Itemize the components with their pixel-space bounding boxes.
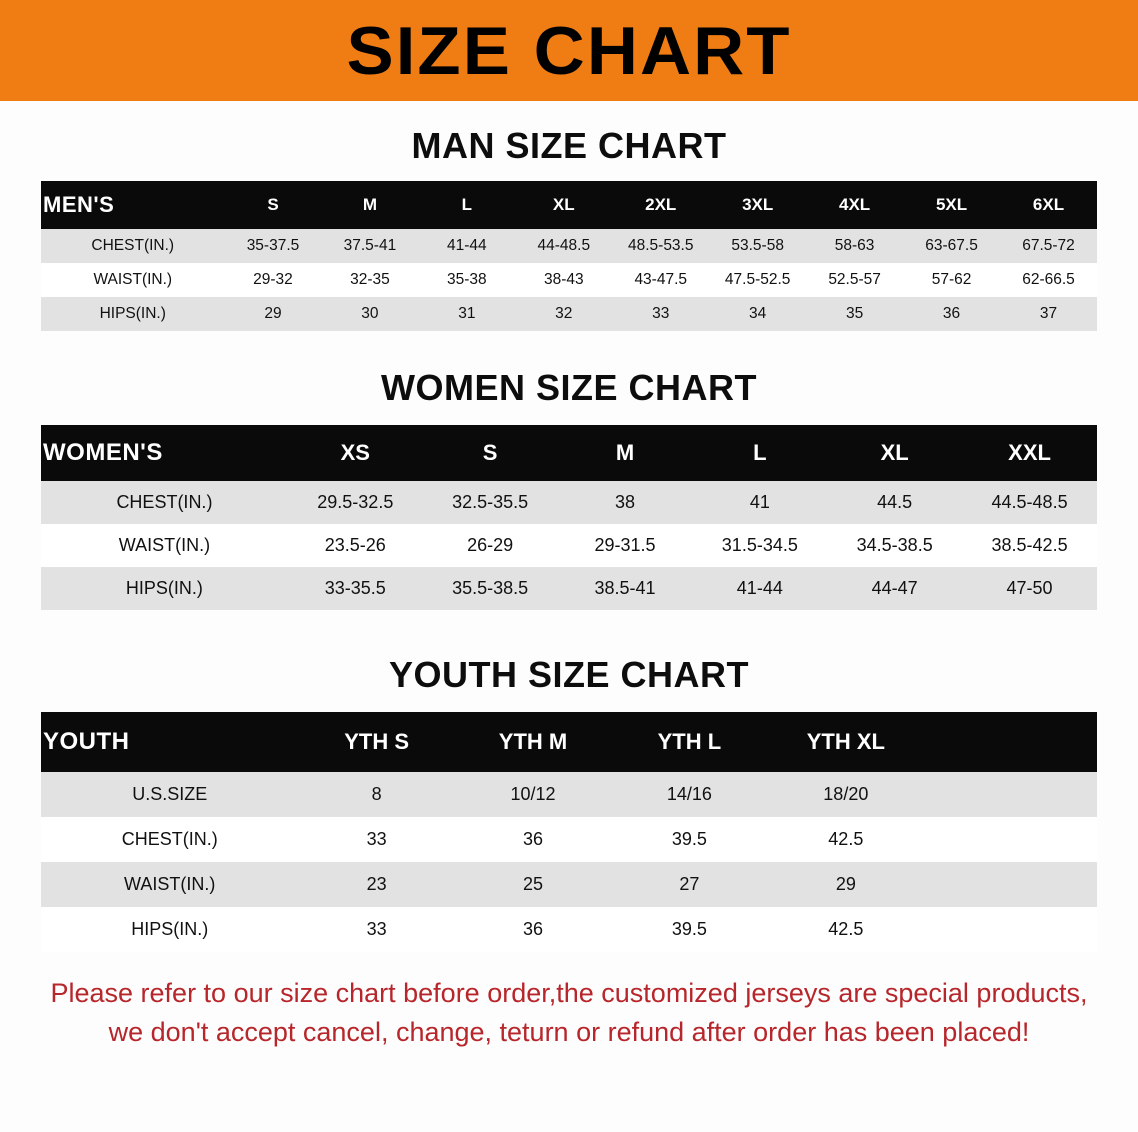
table-cell: 32.5-35.5	[423, 481, 558, 524]
table-cell: 44-47	[827, 567, 962, 610]
women-table-wrap	[41, 425, 1097, 610]
table-cell: 33-35.5	[288, 567, 423, 610]
policy-note	[41, 974, 1097, 1052]
table-cell: 33	[612, 297, 709, 331]
table-cell: 8	[298, 772, 454, 817]
table-header-row	[41, 712, 1097, 772]
table-cell-spacer	[924, 907, 1097, 952]
table-cell: 33	[298, 817, 454, 862]
column-header: 5XL	[903, 181, 1000, 229]
table-cell: 37.5-41	[321, 229, 418, 263]
table-row	[41, 481, 1097, 524]
table-cell: 23.5-26	[288, 524, 423, 567]
table-cell: 34.5-38.5	[827, 524, 962, 567]
table-cell: 44-48.5	[515, 229, 612, 263]
men-size-table	[41, 181, 1097, 331]
youth-size-table	[41, 712, 1097, 952]
column-header: M	[558, 425, 693, 481]
table-cell: 62-66.5	[1000, 263, 1097, 297]
table-cell: 29	[768, 862, 924, 907]
column-header: 4XL	[806, 181, 903, 229]
youth-section-title: YOUTH SIZE CHART	[388, 654, 749, 695]
policy-note-line-1: Please refer to our size chart before order,the customized jerseys are special products,	[50, 978, 1088, 1008]
table-cell-spacer	[924, 817, 1097, 862]
table-cell-spacer	[924, 772, 1097, 817]
table-cell: 35-37.5	[225, 229, 322, 263]
column-header: 6XL	[1000, 181, 1097, 229]
table-cell: 47.5-52.5	[709, 263, 806, 297]
row-label: CHEST(IN.)	[41, 817, 298, 862]
column-header: S	[225, 181, 322, 229]
table-cell: 41	[692, 481, 827, 524]
table-cell: 43-47.5	[612, 263, 709, 297]
table-cell: 44.5-48.5	[962, 481, 1097, 524]
row-label: HIPS(IN.)	[41, 297, 225, 331]
column-header: YTH S	[298, 712, 454, 772]
table-header-row	[41, 425, 1097, 481]
table-cell: 38	[558, 481, 693, 524]
column-header: MEN'S	[41, 181, 225, 229]
row-label: WAIST(IN.)	[41, 263, 225, 297]
row-label: U.S.SIZE	[41, 772, 298, 817]
column-header: L	[418, 181, 515, 229]
table-cell: 37	[1000, 297, 1097, 331]
column-header: S	[423, 425, 558, 481]
table-cell: 38.5-41	[558, 567, 693, 610]
table-cell: 32-35	[321, 263, 418, 297]
table-cell: 35-38	[418, 263, 515, 297]
table-cell: 41-44	[418, 229, 515, 263]
youth-table-wrap	[41, 712, 1097, 952]
table-cell: 38.5-42.5	[962, 524, 1097, 567]
table-cell: 52.5-57	[806, 263, 903, 297]
table-cell: 30	[321, 297, 418, 331]
table-cell: 38-43	[515, 263, 612, 297]
table-row	[41, 817, 1097, 862]
column-header: YTH XL	[768, 712, 924, 772]
table-cell: 29	[225, 297, 322, 331]
column-header: 2XL	[612, 181, 709, 229]
column-header: XXL	[962, 425, 1097, 481]
table-row	[41, 297, 1097, 331]
table-row	[41, 229, 1097, 263]
table-row	[41, 524, 1097, 567]
header-banner	[0, 0, 1138, 101]
women-size-table	[41, 425, 1097, 610]
table-cell: 34	[709, 297, 806, 331]
column-header: M	[321, 181, 418, 229]
table-cell: 36	[903, 297, 1000, 331]
column-header: YTH L	[611, 712, 767, 772]
row-label: HIPS(IN.)	[41, 907, 298, 952]
table-cell: 36	[455, 817, 611, 862]
table-cell: 67.5-72	[1000, 229, 1097, 263]
table-row	[41, 772, 1097, 817]
table-cell: 27	[611, 862, 767, 907]
table-cell: 36	[455, 907, 611, 952]
row-label: WAIST(IN.)	[41, 862, 298, 907]
table-cell: 47-50	[962, 567, 1097, 610]
table-row	[41, 862, 1097, 907]
column-header: XL	[515, 181, 612, 229]
row-label: CHEST(IN.)	[41, 229, 225, 263]
table-cell: 57-62	[903, 263, 1000, 297]
table-cell: 33	[298, 907, 454, 952]
table-cell: 32	[515, 297, 612, 331]
table-cell: 10/12	[455, 772, 611, 817]
column-header: XS	[288, 425, 423, 481]
table-cell: 41-44	[692, 567, 827, 610]
column-header-spacer	[924, 712, 1097, 772]
table-cell: 42.5	[768, 817, 924, 862]
table-header-row	[41, 181, 1097, 229]
table-cell: 29-32	[225, 263, 322, 297]
women-section-title: WOMEN SIZE CHART	[381, 367, 757, 408]
table-cell: 18/20	[768, 772, 924, 817]
table-cell: 58-63	[806, 229, 903, 263]
column-header: YTH M	[455, 712, 611, 772]
table-cell: 31.5-34.5	[692, 524, 827, 567]
row-label: HIPS(IN.)	[41, 567, 288, 610]
table-cell: 35	[806, 297, 903, 331]
table-row	[41, 263, 1097, 297]
table-cell: 25	[455, 862, 611, 907]
table-cell: 63-67.5	[903, 229, 1000, 263]
table-cell: 44.5	[827, 481, 962, 524]
column-header: 3XL	[709, 181, 806, 229]
table-cell: 53.5-58	[709, 229, 806, 263]
table-cell: 23	[298, 862, 454, 907]
table-cell-spacer	[924, 862, 1097, 907]
table-cell: 29.5-32.5	[288, 481, 423, 524]
row-label: CHEST(IN.)	[41, 481, 288, 524]
man-section-title: MAN SIZE CHART	[411, 125, 727, 166]
table-cell: 39.5	[611, 907, 767, 952]
table-row	[41, 567, 1097, 610]
policy-note-line-2: we don't accept cancel, change, teturn or refund after order has been placed!	[108, 1017, 1030, 1048]
table-cell: 14/16	[611, 772, 767, 817]
table-cell: 48.5-53.5	[612, 229, 709, 263]
table-cell: 42.5	[768, 907, 924, 952]
table-row	[41, 907, 1097, 952]
column-header: XL	[827, 425, 962, 481]
table-cell: 39.5	[611, 817, 767, 862]
man-table-wrap	[41, 181, 1097, 331]
row-label: WAIST(IN.)	[41, 524, 288, 567]
table-cell: 31	[418, 297, 515, 331]
column-header: L	[692, 425, 827, 481]
page-title: SIZE CHART	[346, 12, 792, 89]
table-cell: 29-31.5	[558, 524, 693, 567]
table-cell: 26-29	[423, 524, 558, 567]
column-header: YOUTH	[41, 712, 298, 772]
table-cell: 35.5-38.5	[423, 567, 558, 610]
column-header: WOMEN'S	[41, 425, 288, 481]
